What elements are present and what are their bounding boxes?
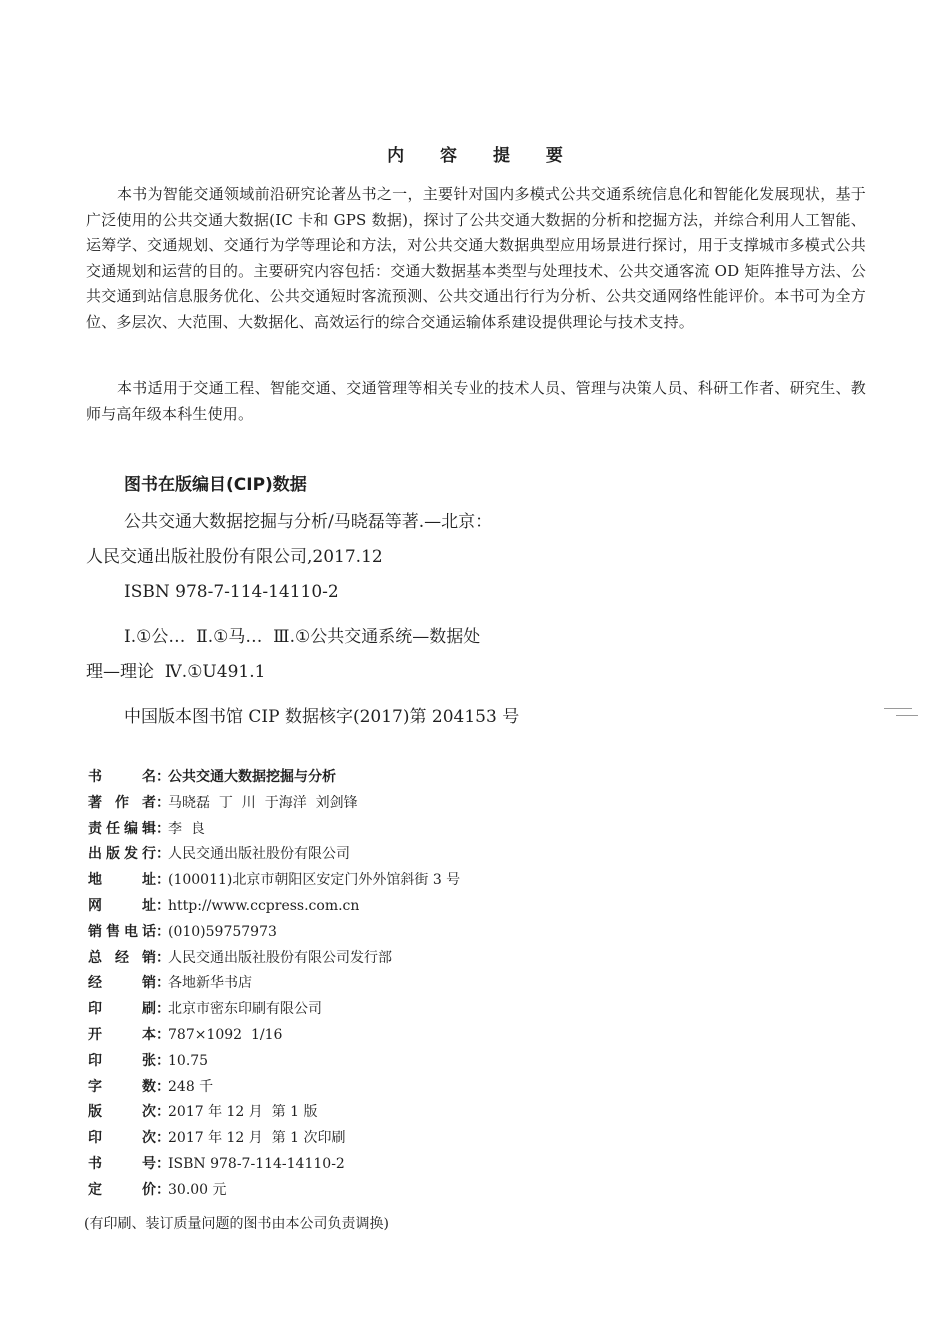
spec-row [88, 1049, 460, 1075]
spec-value: (010)59757973 [168, 923, 277, 940]
spec-value: 2017 年 12 月 第 1 版 [168, 1104, 318, 1121]
spec-row [88, 971, 460, 997]
spec-value: 人民交通出版社股份有限公司发行部 [168, 949, 392, 966]
spec-key: 印 次 [88, 1130, 156, 1147]
spec-key: 著 作 者 [88, 794, 156, 811]
cip-line: 人民交通出版社股份有限公司,2017.12 [86, 547, 383, 567]
spec-colon: ： [156, 1181, 170, 1198]
spec-row [88, 765, 460, 791]
spec-colon: ： [156, 1078, 170, 1095]
spec-key: 定 价 [88, 1181, 156, 1198]
spec-row [88, 1075, 460, 1101]
spec-value: 公共交通大数据挖掘与分析 [168, 769, 336, 785]
spec-row [88, 894, 460, 920]
cip-record [86, 505, 606, 735]
summary-heading: 内 容 提 要 [387, 146, 578, 166]
cip-line: Ⅰ.①公… Ⅱ.①马… Ⅲ.①公共交通系统—数据处 [124, 627, 481, 647]
spec-row [88, 920, 460, 946]
spec-colon: ： [156, 923, 170, 940]
spec-colon: ： [156, 769, 170, 785]
spec-value: 北京市密东印刷有限公司 [168, 1001, 322, 1018]
spec-key: 字 数 [88, 1078, 156, 1095]
spec-value: (100011)北京市朝阳区安定门外外馆斜街 3 号 [168, 872, 461, 889]
cip-heading: 图书在版编目(CIP)数据 [124, 475, 307, 495]
spec-colon: ： [156, 846, 170, 863]
quality-note: (有印刷、装订质量问题的图书由本公司负责调换) [84, 1216, 389, 1232]
cip-line: 理—理论 Ⅳ.①U491.1 [86, 662, 266, 682]
publication-specs [88, 765, 460, 1204]
spec-key: 销 售 电 话 [88, 923, 156, 940]
spec-row [88, 868, 460, 894]
spec-row [88, 842, 460, 868]
spec-colon: ： [156, 1130, 170, 1147]
spec-row [88, 946, 460, 972]
spec-key: 书 号 [88, 1155, 156, 1172]
spec-key: 总 经 销 [88, 949, 156, 966]
spec-colon: ： [156, 1155, 170, 1172]
spec-key: 书 名 [88, 769, 156, 785]
spec-key: 责 任 编 辑 [88, 820, 156, 837]
spec-value: 787×1092 1/16 [168, 1026, 283, 1043]
spec-value: 30.00 元 [168, 1181, 227, 1198]
spec-row [88, 817, 460, 843]
spec-value: 2017 年 12 月 第 1 次印刷 [168, 1130, 346, 1147]
spec-value: 人民交通出版社股份有限公司 [168, 846, 350, 863]
spec-colon: ： [156, 897, 170, 914]
spec-colon: ： [156, 820, 170, 837]
cip-line: 公共交通大数据挖掘与分析/马晓磊等著.—北京： [124, 512, 493, 532]
spec-key: 网 址 [88, 897, 156, 914]
spec-row [88, 1152, 460, 1178]
spec-colon: ： [156, 949, 170, 966]
scan-mark [884, 708, 912, 709]
spec-key: 印 刷 [88, 1001, 156, 1018]
spec-colon: ： [156, 1001, 170, 1018]
summary-paragraph: 本书适用于交通工程、智能交通、交通管理等相关专业的技术人员、管理与决策人员、科研工作者、研究生、教师与高年级本科生使用。 [86, 379, 866, 423]
spec-row [88, 1126, 460, 1152]
spec-value: ISBN 978-7-114-14110-2 [168, 1155, 345, 1172]
summary-paragraph: 本书为智能交通领域前沿研究论著丛书之一，主要针对国内多模式公共交通系统信息化和智能化发展现状，基于广泛使用的公共交通大数据(IC 卡和 GPS 数据)，探讨了公共交通大数据的分析和挖掘方法，并综合利用人工智能、运筹学、交通规划、交通行为学等理论和方法，对公共交通大数据典型应用场景进行探讨，用于支撑城市多模式公共交通规划和运营的目的。主要研究内容包括：交通大数据基本类型与处理技术、公共交通客流 OD 矩阵推导方法、公共交通到站信息服务优化、公共交通短时客流预测、公共交通出行行为分析、公共交通网络性能评价。本书可为全方位、多层次、大范围、大数据化、高效运行的综合交通运输体系建设提供理论与技术支持。 [86, 185, 866, 331]
spec-colon: ： [156, 872, 170, 889]
spec-value: 马晓磊 丁 川 于海洋 刘剑锋 [168, 794, 358, 811]
spec-value: 各地新华书店 [168, 975, 252, 992]
spec-key: 印 张 [88, 1052, 156, 1069]
spec-value: 10.75 [168, 1052, 209, 1069]
spec-value: http://www.ccpress.com.cn [168, 897, 360, 914]
spec-row [88, 997, 460, 1023]
spec-key: 开 本 [88, 1026, 156, 1043]
spec-colon: ： [156, 975, 170, 992]
spec-value: 李 良 [168, 820, 205, 837]
spec-row [88, 791, 460, 817]
spec-key: 版 次 [88, 1104, 156, 1121]
spec-key: 经 销 [88, 975, 156, 992]
spec-colon: ： [156, 1052, 170, 1069]
spec-key: 出 版 发 行 [88, 846, 156, 863]
scan-mark [896, 715, 918, 716]
spec-key: 地 址 [88, 872, 156, 889]
spec-value: 248 千 [168, 1078, 214, 1095]
cip-line: 中国版本图书馆 CIP 数据核字(2017)第 204153 号 [124, 707, 520, 727]
spec-row [88, 1178, 460, 1204]
spec-row [88, 1100, 460, 1126]
spec-colon: ： [156, 794, 170, 811]
cip-line: ISBN 978-7-114-14110-2 [124, 582, 339, 602]
spec-row [88, 1023, 460, 1049]
spec-colon: ： [156, 1104, 170, 1121]
spec-colon: ： [156, 1026, 170, 1043]
